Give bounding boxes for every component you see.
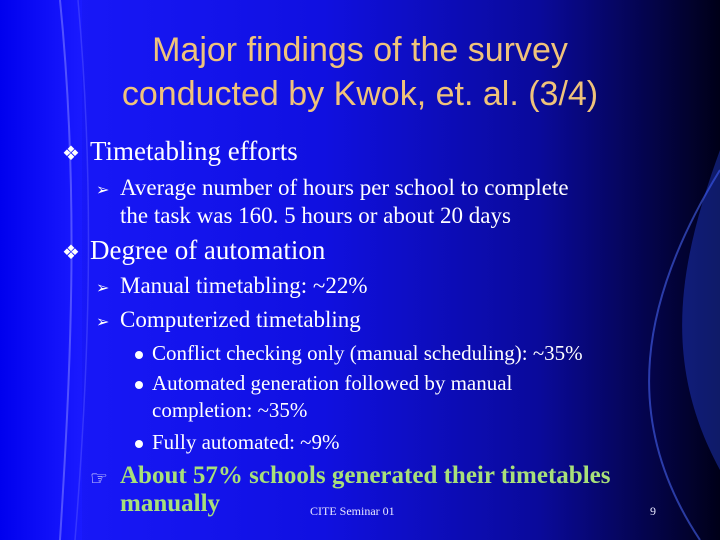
dot-bullet-icon bbox=[135, 440, 143, 448]
bullet-manual-timetabling: Manual timetabling: ~22% bbox=[120, 273, 368, 298]
arrow-bullet-icon: ➢ bbox=[96, 182, 110, 199]
footer-text: CITE Seminar 01 bbox=[310, 504, 395, 518]
bullet-average-hours-line2: the task was 160. 5 hours or about 20 days bbox=[120, 203, 511, 228]
item-automated-generation-line2: completion: ~35% bbox=[152, 398, 308, 422]
page-number: 9 bbox=[650, 504, 656, 518]
dot-bullet-icon bbox=[135, 351, 143, 359]
diamond-bullet-icon: ❖ bbox=[62, 143, 80, 165]
bullet-timetabling-efforts: Timetabling efforts bbox=[90, 136, 298, 166]
item-automated-generation-line1: Automated generation followed by manual bbox=[152, 371, 513, 395]
arrow-bullet-icon: ➢ bbox=[96, 314, 110, 331]
item-conflict-checking: Conflict checking only (manual scheduling): ~35% bbox=[152, 341, 583, 365]
pointing-hand-icon: ☞ bbox=[90, 468, 108, 490]
dot-bullet-icon bbox=[135, 381, 143, 389]
item-fully-automated: Fully automated: ~9% bbox=[152, 430, 340, 454]
slide-title bbox=[60, 28, 660, 116]
arrow-bullet-icon: ➢ bbox=[96, 280, 110, 297]
note-57-percent-line2: manually bbox=[120, 490, 221, 517]
diamond-bullet-icon: ❖ bbox=[62, 242, 80, 264]
bullet-average-hours-line1: Average number of hours per school to complete bbox=[120, 175, 569, 200]
bullet-computerized-timetabling: Computerized timetabling bbox=[120, 307, 361, 332]
title-line-2: conducted by Kwok, et. al. (3/4) bbox=[121, 75, 599, 113]
note-57-percent-line1: About 57% schools generated their timetables bbox=[120, 462, 611, 489]
title-line-1: Major findings of the survey bbox=[152, 31, 568, 69]
bullet-degree-of-automation: Degree of automation bbox=[90, 235, 326, 265]
